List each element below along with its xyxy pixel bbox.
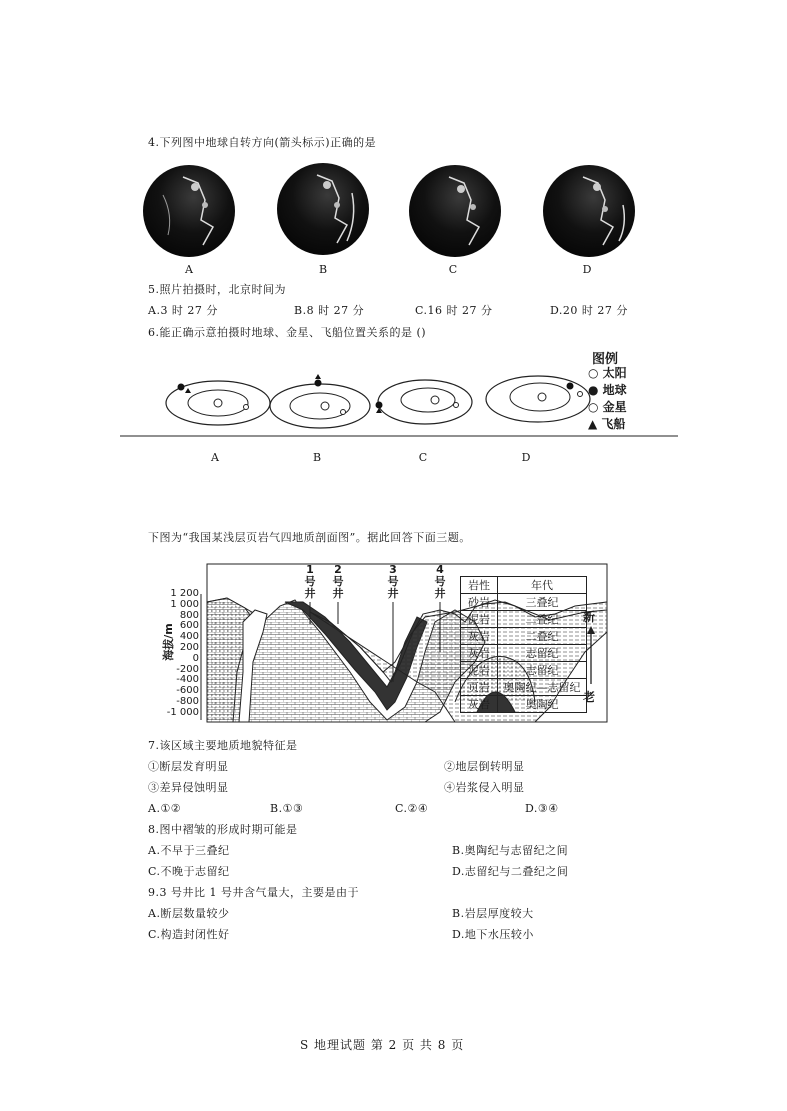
table-row: 泥岩 二叠纪 [461, 611, 587, 628]
q4-stem: 4.下列图中地球自转方向(箭头标示)正确的是 [148, 136, 377, 149]
well-4-label: 4 号 井 [434, 563, 446, 600]
table-row: 页岩 奥陶纪—志留纪 [461, 679, 587, 696]
table-row: 灰岩 志留纪 [461, 645, 587, 662]
well-1-label: 1 号 井 [304, 563, 316, 600]
q7-item-1: ①断层发育明显 [148, 760, 229, 773]
label-new: 新 [583, 610, 596, 624]
q9-stem: 9.3 号井比 1 号井含气量大，主要是由于 [148, 886, 359, 899]
legend-item-venus: ○ 金星 [588, 400, 627, 414]
section-intro: 下图为“我国某浅层页岩气四地质剖面图”。据此回答下面三题。 [148, 531, 471, 544]
globe-image-a [143, 165, 235, 257]
y-tick: 200 [179, 641, 199, 653]
q9-option-c: C.构造封闭性好 [148, 928, 230, 941]
legend-item-sun: ○ 太阳 [588, 366, 627, 380]
table-row: 灰岩 奥陶纪 [461, 696, 587, 713]
q7-item-4: ④岩浆侵入明显 [444, 781, 525, 794]
y-tick: -800 [176, 695, 199, 707]
q7-option-a: A.①② [148, 802, 182, 815]
y-tick: 0 [192, 652, 199, 664]
y-tick: -1 000 [166, 706, 199, 718]
q8-option-c: C.不晚于志留纪 [148, 865, 230, 878]
q4-label-c: C [448, 263, 458, 276]
q5-stem: 5.照片拍摄时，北京时间为 [148, 283, 286, 296]
y-tick: 600 [179, 620, 199, 632]
orbit-diagram-c [376, 380, 473, 424]
legend-item-earth: ● 地球 [588, 383, 627, 397]
y-axis-label: 海拔/m [162, 623, 175, 661]
q8-option-b: B.奥陶纪与志留纪之间 [452, 844, 569, 857]
table-row: 砂岩 三叠纪 [461, 594, 587, 611]
strata-legend [460, 576, 587, 713]
q5-option-b: B.8 时 27 分 [294, 304, 365, 317]
orbit-diagram-b [270, 374, 370, 428]
well-2-label: 2 号 井 [332, 563, 344, 600]
y-tick: 1 000 [170, 598, 199, 610]
q7-item-2: ②地层倒转明显 [444, 760, 525, 773]
legend [588, 365, 627, 433]
q6-label-a: A [211, 451, 219, 464]
q4-label-d: D [582, 263, 592, 276]
y-tick: -400 [176, 674, 199, 686]
q7-item-3: ③差异侵蚀明显 [148, 781, 229, 794]
q9-option-d: D.地下水压较小 [452, 928, 534, 941]
q7-option-d: D.③④ [525, 802, 559, 815]
q8-stem: 8.图中褶皱的形成时期可能是 [148, 823, 298, 836]
q9-option-b: B.岩层厚度较大 [452, 907, 534, 920]
page-footer: S 地理试题 第 2 页 共 8 页 [300, 1038, 465, 1052]
q4-label-a: A [185, 263, 193, 276]
globe-image-b [277, 163, 369, 255]
q5-option-a: A.3 时 27 分 [148, 304, 218, 317]
age-arrow-icon [585, 626, 597, 686]
orbit-diagram-d [486, 376, 590, 422]
q5-option-d: D.20 时 27 分 [550, 304, 628, 317]
q8-option-d: D.志留纪与二叠纪之间 [452, 865, 569, 878]
q6-stem: 6.能正确示意拍摄时地球、金星、飞船位置关系的是 () [148, 326, 427, 339]
legend-title: 图例 [592, 352, 619, 367]
header-age: 年代 [498, 577, 587, 594]
q5-option-c: C.16 时 27 分 [415, 304, 493, 317]
y-tick: 1 200 [170, 588, 199, 599]
globe-image-c [409, 165, 501, 257]
q9-option-a: A.断层数量较少 [148, 907, 230, 920]
q7-option-b: B.①③ [270, 802, 304, 815]
q4-label-b: B [318, 263, 328, 276]
y-tick: -200 [176, 663, 199, 675]
geology-diagram [155, 562, 615, 727]
strata-table [460, 576, 587, 713]
q7-option-c: C.②④ [395, 802, 429, 815]
well-3-label: 3 号 井 [387, 563, 399, 600]
label-old: 老 [583, 690, 596, 704]
legend-item-ship: ▲ 飞船 [588, 417, 626, 431]
q7-stem: 7.该区域主要地质地貌特征是 [148, 739, 298, 752]
y-tick: 800 [179, 609, 199, 621]
table-row: 灰岩 二叠纪 [461, 628, 587, 645]
q6-label-c: C [418, 451, 428, 464]
q6-label-b: B [312, 451, 322, 464]
q6-label-d: D [521, 451, 531, 464]
y-tick: 400 [179, 631, 199, 643]
orbit-diagram-a [166, 381, 270, 425]
y-tick: -600 [176, 685, 199, 697]
header-lithology: 岩性 [461, 577, 498, 594]
q8-option-a: A.不早于三叠纪 [148, 844, 230, 857]
table-row: 泥岩 志留纪 [461, 662, 587, 679]
globe-image-d [543, 165, 635, 257]
